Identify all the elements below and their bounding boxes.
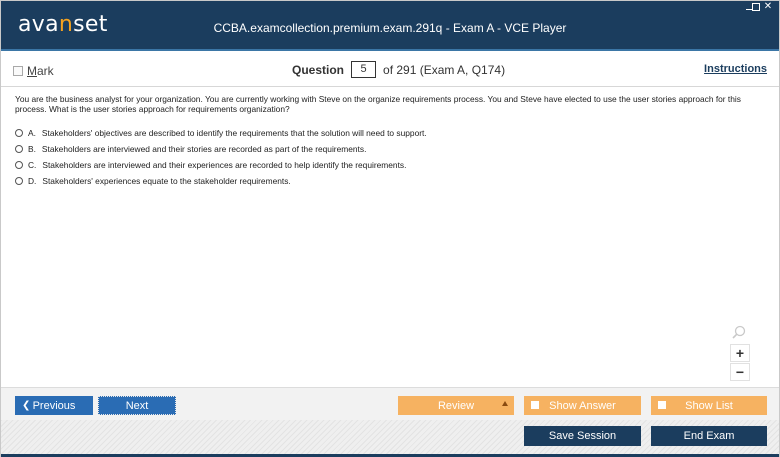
show-answer-label: Show Answer [549,399,616,412]
show-answer-checkbox[interactable] [531,401,539,409]
question-navigator [292,61,505,78]
previous-button[interactable] [15,396,93,415]
question-text: You are the business analyst for your organization. You are currently working with Steve on the organize requirements process. You and Steve have elected to use the user stories approach for this process. What is the user stories approach for requirements organization? [15,94,741,114]
save-session-button[interactable]: Save Session [524,426,641,446]
next-label: Next [125,399,149,412]
end-exam-button[interactable]: End Exam [651,426,767,446]
option-letter: D. [28,176,37,186]
show-list-button[interactable] [651,396,767,415]
option-text: Stakeholders are interviewed and their stories are recorded as part of the requirements. [41,144,367,154]
zoom-in-button[interactable]: + [730,344,750,362]
show-list-label: Show List [685,399,733,412]
question-label: Question [292,62,345,77]
answer-options [15,125,427,189]
mark-checkbox[interactable] [13,66,23,76]
review-button[interactable] [398,396,514,415]
close-icon[interactable]: ✕ [763,1,773,12]
option-a[interactable] [15,125,427,141]
option-c[interactable] [15,157,427,173]
magnifier-icon [732,325,746,339]
review-label: Review [437,399,475,412]
question-number-input[interactable]: 5 [351,61,376,78]
show-answer-button[interactable] [524,396,641,415]
chevron-left-icon: ❮ [22,400,31,411]
option-d[interactable] [15,173,427,189]
caret-up-icon [502,401,508,406]
mark-toggle[interactable] [13,64,54,78]
radio-button[interactable] [15,161,23,169]
mark-label: Mark [27,64,54,78]
navigation-bar [1,387,779,420]
previous-label: Previous [32,399,76,412]
footer-bar [1,420,779,456]
avanset-logo: avanset [18,12,108,37]
option-text: Stakeholders are interviewed and their experiences are recorded to help identify the requirements. [42,160,407,170]
option-letter: B. [28,144,36,154]
window-controls [739,2,773,12]
question-header [1,53,779,87]
radio-button[interactable] [15,145,23,153]
radio-button[interactable] [15,129,23,137]
zoom-out-button[interactable]: − [730,363,750,381]
maximize-icon[interactable] [752,3,760,11]
minimize-icon[interactable] [739,2,749,12]
title-bar [1,1,779,51]
next-button[interactable] [98,396,176,415]
option-text: Stakeholders' experiences equate to the stakeholder requirements. [42,176,291,186]
radio-button[interactable] [15,177,23,185]
question-total: of 291 (Exam A, Q174) [383,62,506,77]
option-text: Stakeholders' objectives are described to identify the requirements that the solution will need to support. [41,128,427,138]
instructions-link[interactable]: Instructions [704,63,767,75]
option-letter: A. [28,128,36,138]
show-list-checkbox[interactable] [658,401,666,409]
window-title: CCBA.examcollection.premium.exam.291q - Exam A - VCE Player [213,21,567,35]
option-letter: C. [28,160,37,170]
option-b[interactable] [15,141,427,157]
